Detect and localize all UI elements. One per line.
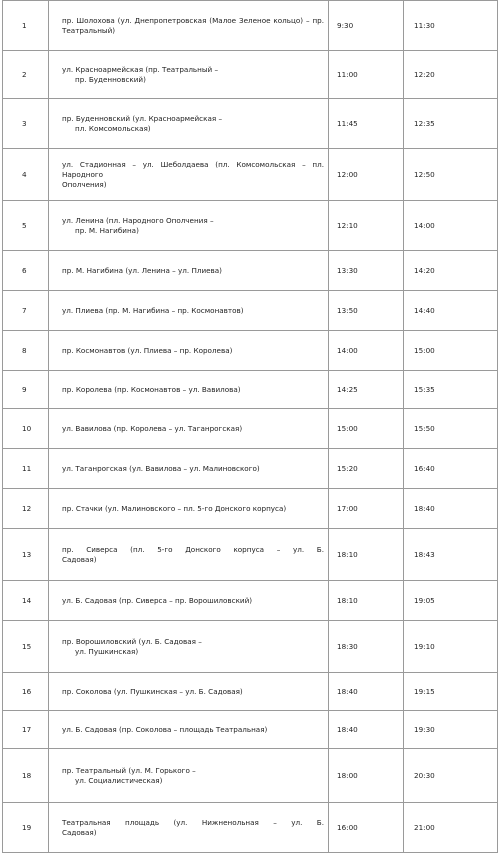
closure-end-time: 14:40 bbox=[404, 291, 498, 331]
row-number: 18 bbox=[3, 749, 49, 803]
table-row bbox=[3, 621, 498, 673]
closure-start-time: 16:00 bbox=[329, 803, 404, 853]
street-line: пр. Шолохова (ул. Днепропетровская (Малое Зеленое кольцо) – пр. bbox=[62, 15, 324, 25]
row-number: 17 bbox=[3, 711, 49, 749]
closure-end-time: 12:35 bbox=[404, 99, 498, 149]
street-section bbox=[49, 749, 329, 803]
street-line: пр. Театральный (ул. М. Горького – bbox=[62, 765, 196, 775]
closure-start-time: 14:25 bbox=[329, 371, 404, 409]
street-section bbox=[49, 149, 329, 201]
closure-end-time: 15:00 bbox=[404, 331, 498, 371]
closure-start-time: 18:30 bbox=[329, 621, 404, 673]
schedule-rows bbox=[3, 1, 498, 853]
street-line: Театральная площадь (ул. Нижненольная – ул. Б. bbox=[62, 817, 324, 827]
closure-end-time: 14:20 bbox=[404, 251, 498, 291]
row-number: 6 bbox=[3, 251, 49, 291]
street-line: ул. Стадионная – ул. Шеболдаева (пл. Комсомольская – пл. Народного bbox=[62, 159, 324, 179]
street-line: пл. Комсомольская) bbox=[75, 123, 151, 133]
schedule-table bbox=[2, 0, 498, 853]
street-line: ул. Плиева (пр. М. Нагибина – пр. Космонавтов) bbox=[62, 305, 244, 315]
closure-start-time: 15:20 bbox=[329, 449, 404, 489]
row-number: 3 bbox=[3, 99, 49, 149]
closure-start-time: 13:30 bbox=[329, 251, 404, 291]
row-number: 19 bbox=[3, 803, 49, 853]
street-section bbox=[49, 529, 329, 581]
closure-start-time: 13:50 bbox=[329, 291, 404, 331]
street-line: ул. Пушкинская) bbox=[75, 646, 139, 656]
table-row bbox=[3, 803, 498, 853]
street-line: пр. Ворошиловский (ул. Б. Садовая – bbox=[62, 636, 202, 646]
row-number: 14 bbox=[3, 581, 49, 621]
street-section bbox=[49, 673, 329, 711]
row-number: 8 bbox=[3, 331, 49, 371]
table-row bbox=[3, 489, 498, 529]
street-section bbox=[49, 489, 329, 529]
row-number: 7 bbox=[3, 291, 49, 331]
table-row bbox=[3, 51, 498, 99]
street-line: пр. М. Нагибина) bbox=[75, 225, 139, 235]
street-line: ул. Вавилова (пр. Королева – ул. Таганрогская) bbox=[62, 423, 243, 433]
closure-start-time: 9:30 bbox=[329, 1, 404, 51]
closure-end-time: 14:00 bbox=[404, 201, 498, 251]
row-number: 12 bbox=[3, 489, 49, 529]
street-line: Театральный) bbox=[62, 25, 116, 35]
street-section bbox=[49, 711, 329, 749]
street-section bbox=[49, 803, 329, 853]
closure-end-time: 12:20 bbox=[404, 51, 498, 99]
street-line: пр. Королева (пр. Космонавтов – ул. Вавилова) bbox=[62, 384, 241, 394]
closure-start-time: 17:00 bbox=[329, 489, 404, 529]
row-number: 9 bbox=[3, 371, 49, 409]
table-row bbox=[3, 371, 498, 409]
closure-start-time: 18:00 bbox=[329, 749, 404, 803]
closure-start-time: 11:00 bbox=[329, 51, 404, 99]
closure-end-time: 12:50 bbox=[404, 149, 498, 201]
closure-end-time: 21:00 bbox=[404, 803, 498, 853]
closure-end-time: 19:10 bbox=[404, 621, 498, 673]
table-row bbox=[3, 673, 498, 711]
table-row bbox=[3, 749, 498, 803]
closure-end-time: 20:30 bbox=[404, 749, 498, 803]
row-number: 16 bbox=[3, 673, 49, 711]
street-line: пр. Буденновский (ул. Красноармейская – bbox=[62, 113, 223, 123]
table-row bbox=[3, 1, 498, 51]
closure-end-time: 16:40 bbox=[404, 449, 498, 489]
street-line: ул. Б. Садовая (пр. Соколова – площадь Театральная) bbox=[62, 724, 268, 734]
street-section bbox=[49, 371, 329, 409]
closure-start-time: 18:40 bbox=[329, 673, 404, 711]
street-line: Садовая) bbox=[62, 827, 97, 837]
closure-end-time: 19:30 bbox=[404, 711, 498, 749]
closure-start-time: 12:00 bbox=[329, 149, 404, 201]
row-number: 13 bbox=[3, 529, 49, 581]
street-line: ул. Таганрогская (ул. Вавилова – ул. Малиновского) bbox=[62, 463, 260, 473]
table-row bbox=[3, 581, 498, 621]
row-number: 2 bbox=[3, 51, 49, 99]
street-line: пр. Буденновский) bbox=[75, 74, 146, 84]
closure-end-time: 11:30 bbox=[404, 1, 498, 51]
table-row bbox=[3, 529, 498, 581]
street-section bbox=[49, 99, 329, 149]
table-row bbox=[3, 149, 498, 201]
street-line: ул. Б. Садовая (пр. Сиверса – пр. Ворошиловский) bbox=[62, 595, 253, 605]
closure-end-time: 18:40 bbox=[404, 489, 498, 529]
row-number: 4 bbox=[3, 149, 49, 201]
row-number: 11 bbox=[3, 449, 49, 489]
closure-start-time: 15:00 bbox=[329, 409, 404, 449]
street-section bbox=[49, 331, 329, 371]
table-row bbox=[3, 251, 498, 291]
row-number: 15 bbox=[3, 621, 49, 673]
street-line: ул. Ленина (пл. Народного Ополчения – bbox=[62, 215, 214, 225]
table-row bbox=[3, 449, 498, 489]
closure-end-time: 19:05 bbox=[404, 581, 498, 621]
table-row bbox=[3, 99, 498, 149]
table-row bbox=[3, 711, 498, 749]
closure-end-time: 18:43 bbox=[404, 529, 498, 581]
table-row bbox=[3, 291, 498, 331]
closure-start-time: 12:10 bbox=[329, 201, 404, 251]
street-line: ул. Красноармейская (пр. Театральный – bbox=[62, 64, 219, 74]
street-line: пр. М. Нагибина (ул. Ленина – ул. Плиева) bbox=[62, 265, 222, 275]
street-section bbox=[49, 201, 329, 251]
closure-start-time: 18:10 bbox=[329, 581, 404, 621]
closure-end-time: 19:15 bbox=[404, 673, 498, 711]
street-section bbox=[49, 449, 329, 489]
street-line: пр. Стачки (ул. Малиновского – пл. 5-го Донского корпуса) bbox=[62, 503, 287, 513]
closure-start-time: 18:10 bbox=[329, 529, 404, 581]
street-line: Ополчения) bbox=[62, 179, 107, 189]
table-row bbox=[3, 331, 498, 371]
row-number: 5 bbox=[3, 201, 49, 251]
closure-start-time: 14:00 bbox=[329, 331, 404, 371]
table-row bbox=[3, 201, 498, 251]
street-section bbox=[49, 409, 329, 449]
row-number: 10 bbox=[3, 409, 49, 449]
street-line: пр. Космонавтов (ул. Плиева – пр. Королева) bbox=[62, 345, 233, 355]
street-section bbox=[49, 1, 329, 51]
street-section bbox=[49, 51, 329, 99]
street-line: пр. Соколова (ул. Пушкинская – ул. Б. Садовая) bbox=[62, 686, 243, 696]
street-line: ул. Социалистическая) bbox=[75, 775, 163, 785]
street-section bbox=[49, 251, 329, 291]
street-line: Садовая) bbox=[62, 554, 97, 564]
street-section bbox=[49, 291, 329, 331]
street-section bbox=[49, 581, 329, 621]
row-number: 1 bbox=[3, 1, 49, 51]
closure-end-time: 15:50 bbox=[404, 409, 498, 449]
street-line: пр. Сиверса (пл. 5-го Донского корпуса – ул. Б. bbox=[62, 544, 324, 554]
table-row bbox=[3, 409, 498, 449]
closure-start-time: 11:45 bbox=[329, 99, 404, 149]
closure-end-time: 15:35 bbox=[404, 371, 498, 409]
closure-start-time: 18:40 bbox=[329, 711, 404, 749]
street-section bbox=[49, 621, 329, 673]
